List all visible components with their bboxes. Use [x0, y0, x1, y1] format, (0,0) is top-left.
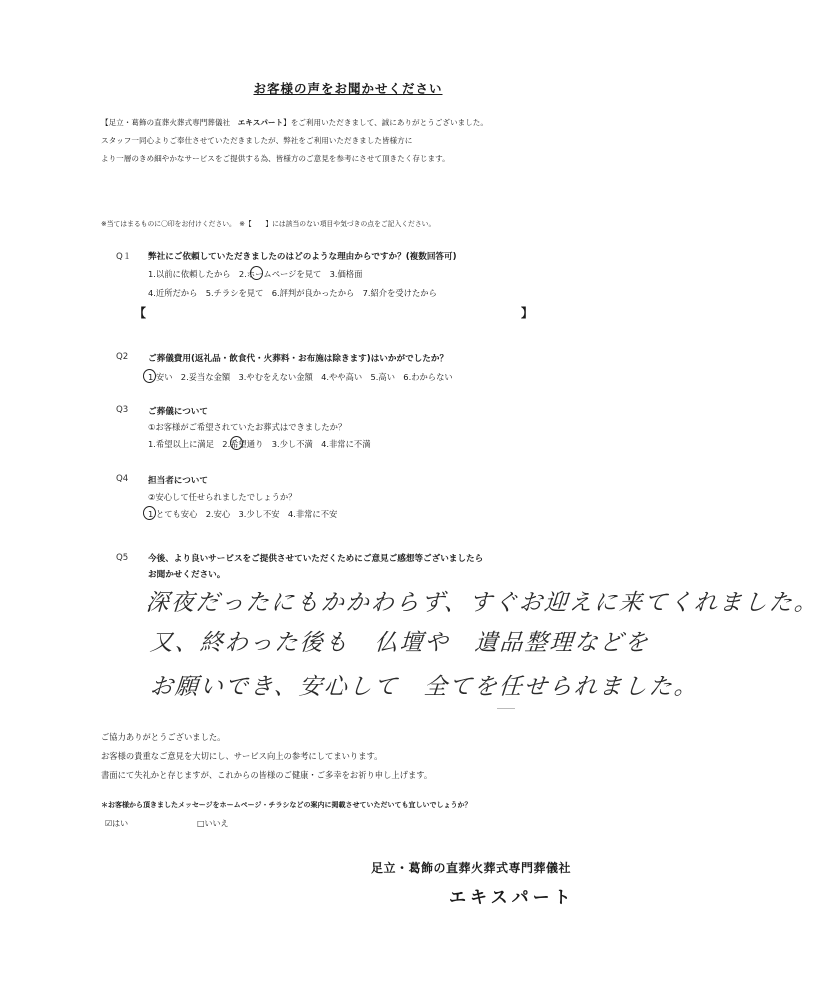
footer-company-name: 足立・葛飾の直葬火葬式専門葬儀社 [371, 861, 572, 875]
intro-brand: エキスパート [237, 118, 284, 127]
q5-question-line-1: 今後、より良いサービスをご提供させていただくためにご意見ご感想等ございましたら [148, 554, 484, 564]
q4-answer-circle [143, 506, 156, 520]
q4-options: 1.とても安心 2.安心 3.少し不安 4.非常に不安 [148, 509, 338, 519]
yes-checkbox[interactable]: ☑はい [105, 819, 129, 828]
no-checkbox[interactable]: □いいえ [197, 819, 229, 828]
handwritten-comment-line-1: 深夜だったにもかかわらず、すぐお迎えに来てくれました。 [144, 590, 820, 616]
q1-options-line-2: 4.近所だから 5.チラシを見て 6.評判が良かったから 7.紹介を受けたから [148, 288, 437, 298]
q5-question-line-2: お聞かせください。 [148, 570, 226, 580]
intro-line-1 [101, 114, 488, 132]
handwritten-comment-line-3: お願いでき、安心して 全てを任せられました。 [148, 674, 700, 700]
publish-permission-question: ＊お客様から頂きましたメッセージをホームページ・チラシなどの案内に掲載させていただいても宜しいでしょうか？ [101, 801, 472, 809]
thanks-line-2: お客様の貴重なご意見を大切にし、サービス向上の参考にしてまいります。 [101, 751, 383, 761]
q2-options: 1.安い 2.妥当な金額 3.やむをえない金額 4.やや高い 5.高い 6.わからない [148, 372, 453, 382]
footer-brand-logo: エキスパート [449, 888, 575, 908]
q2-number: Q2 [116, 352, 129, 362]
q5-number: Q5 [116, 553, 129, 563]
q2-question: ご葬儀費用(返礼品・飲食代・火葬料・お布施は除きます)はいかがでしたか？ [148, 354, 449, 364]
q3-answer-circle [230, 436, 243, 450]
intro-line-2: スタッフ一同心よりご奉仕させていただきましたが、弊社をご利用いただきました皆様方に [101, 136, 413, 145]
q2-answer-circle [143, 369, 156, 383]
q3-question: ご葬儀について [148, 407, 208, 417]
intro-line-1-post: 】をご利用いただきまして、誠にありがとうございました。 [283, 118, 488, 127]
ink-smudge [497, 708, 515, 709]
q3-options: 1.希望以上に満足 2.希望通り 3.少し不満 4.非常に不満 [148, 439, 371, 449]
q1-number: Q１ [116, 252, 132, 262]
instruction-note: ※当てはまるものに〇印をお付けください。 ※【 】には該当のない項目や気づきの点をご記入ください。 [101, 220, 436, 228]
page-title: お客様の声をお聞かせください [253, 81, 443, 96]
intro-line-3: より一層のきめ細やかなサービスをご提供する為、皆様方のご意見を参考にさせて頂きたく存じます。 [101, 154, 450, 163]
q1-answer-circle [250, 266, 263, 280]
thanks-line-3: 書面にて失礼かと存じますが、これからの皆様のご健康・ご多幸をお祈り申し上げます。 [101, 770, 433, 780]
handwritten-comment-line-2: 又、終わった後も 仏壇や 遺品整理などを [148, 630, 651, 656]
q1-bracket-open: 【 [134, 306, 147, 320]
q4-question: 担当者について [148, 476, 208, 486]
intro-text [101, 114, 488, 168]
thanks-line-1: ご協力ありがとうございました。 [101, 732, 226, 742]
q3-subquestion: ①お客様がご希望されていたお葬式はできましたか？ [148, 422, 347, 432]
q1-options-line-1: 1.以前に依頼したから 2.ホームページを見て 3.価格面 [148, 269, 363, 279]
q4-number: Q4 [116, 474, 129, 484]
intro-line-1-pre: 【足立・葛飾の直葬火葬式専門葬儀社 [101, 118, 238, 127]
q1-question: 弊社にご依頼していただきましたのはどのような理由からですか？(複数回答可) [148, 252, 457, 262]
q4-subquestion: ②安心して任せられましたでしょうか？ [148, 492, 297, 502]
q3-number: Q3 [116, 405, 129, 415]
q1-bracket-close: 】 [521, 306, 534, 320]
